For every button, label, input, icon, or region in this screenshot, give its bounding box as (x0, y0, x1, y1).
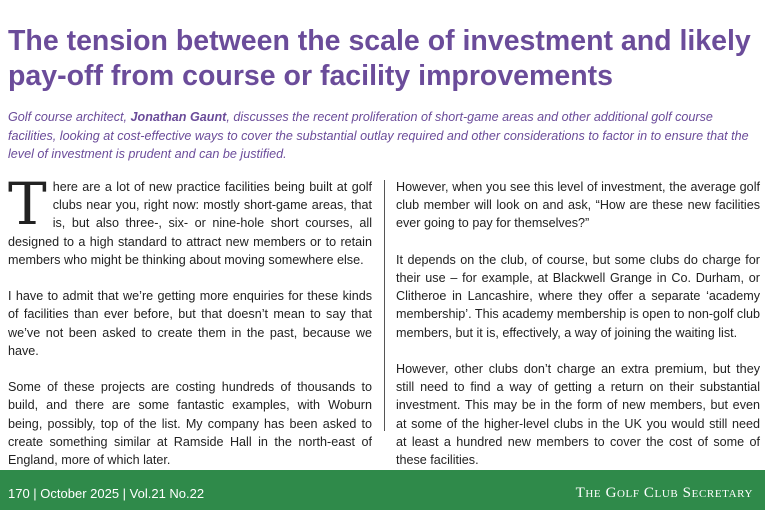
article-title: The tension between the scale of investment and likely pay-off from course or facility improvements (8, 25, 751, 92)
drop-cap: T (8, 170, 47, 238)
paragraph-3: Some of these projects are costing hundreds of thousands to build, and there are some fantastic examples, with Woburn being, possibly, top of the list. My company has been asked to create something similar at Ramside Hall in the north-east of England, more of which later. (8, 380, 372, 468)
paragraph-4: However, when you see this level of investment, the average golf club member will look on and ask, “How are these new facilities ever going to pay for themselves?” (396, 180, 760, 231)
page-footer (0, 470, 765, 510)
column-divider (384, 180, 385, 431)
left-column (8, 170, 372, 487)
paragraph-2: I have to admit that we’re getting more enquiries for these kinds of facilities than ever before, but that doesn’t mean to say that we’ve not been asked to create them in the past, because we have. (8, 289, 372, 358)
standfirst-prefix: Golf course architect, (8, 110, 131, 124)
paragraph-6: However, other clubs don’t charge an extra premium, but they still need to find a way of getting a return on their substantial investment. This may be in the form of new members, but even at some of the higher-level clubs in the UK you would still need at least a hundred new members to cover the cost of some of these facilities. (396, 362, 760, 468)
standfirst-suffix: , discusses the recent proliferation of short-game areas and other additional golf course facilities, looking at cost-effective ways to cover the substantial outlay required and other considerations to factor in to ensure that the level of investment is prudent and can be justified. (8, 110, 749, 161)
paragraph-5: It depends on the club, of course, but some clubs do charge for their use – for example, at Blackwell Grange in Co. Durham, or Clitheroe in Lancashire, where they offer a separate ‘academy membership’. This academy membership is open to non-golf club members, but it is, effectively, a way of joining the waiting list. (396, 252, 760, 340)
paragraph-1-text: here are a lot of new practice facilities being built at golf clubs near you, right now: mostly short-game areas, that is, but also three-, six- or nine-hole short courses, all designed to a high standard to attract new members or to retain members who might be thinking about moving somewhere else. (8, 180, 372, 267)
author-name: Jonathan Gaunt (130, 110, 227, 124)
page-info: 170 | October 2025 | Vol.21 No.22 (8, 486, 205, 501)
paragraph-1 (8, 170, 372, 269)
article-standfirst (8, 108, 760, 164)
publication-name: The Golf Club Secretary (575, 485, 753, 501)
right-column (396, 178, 760, 487)
